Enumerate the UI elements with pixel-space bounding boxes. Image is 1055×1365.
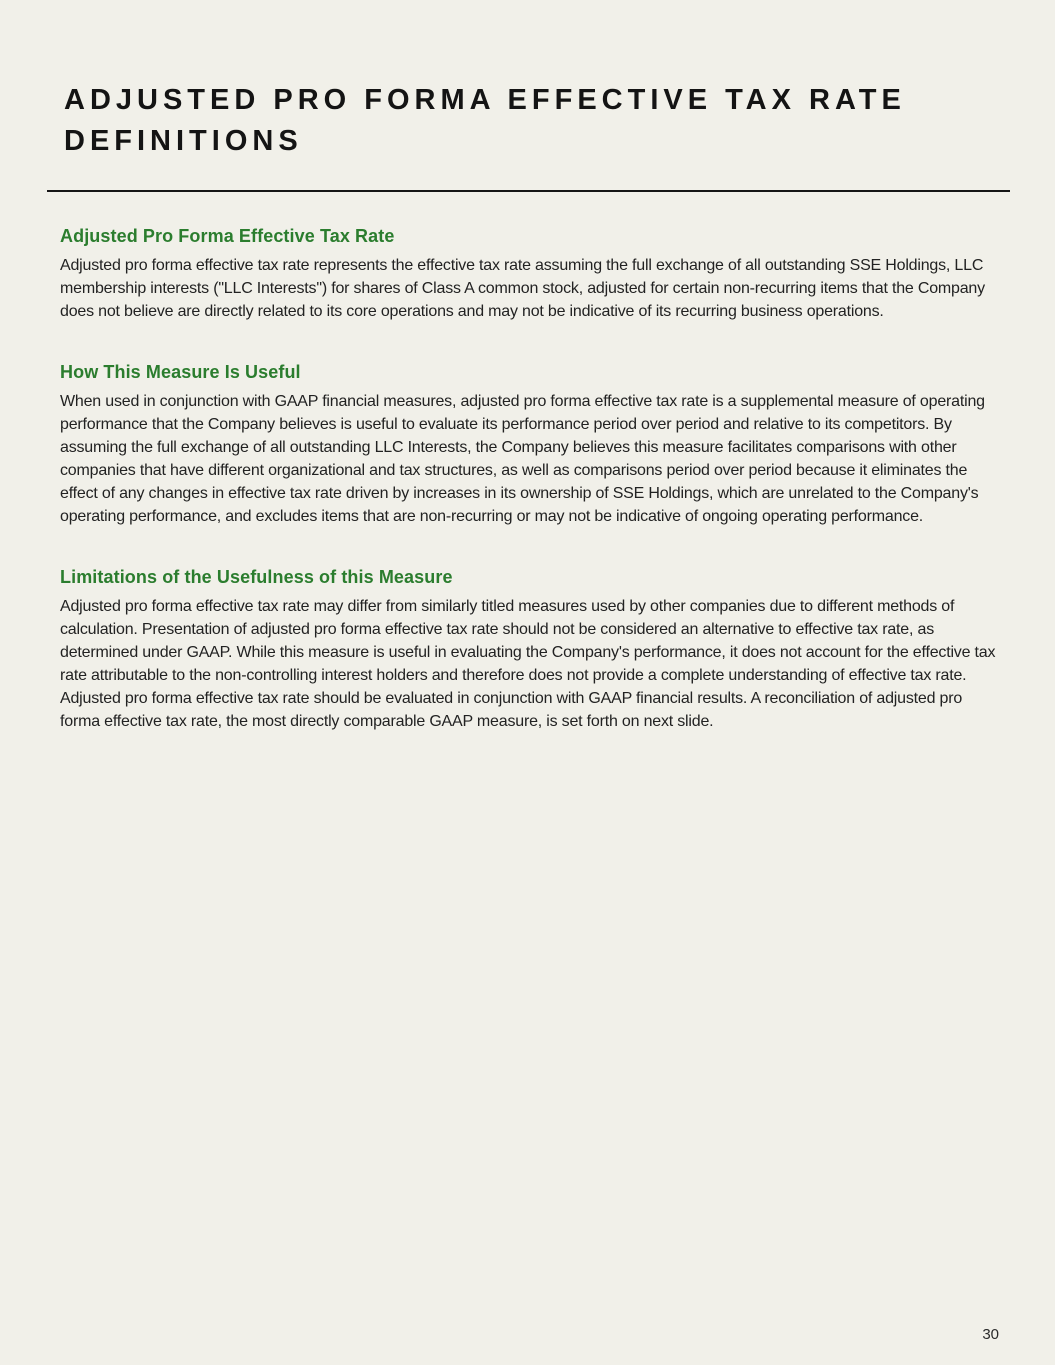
section-heading: Adjusted Pro Forma Effective Tax Rate: [60, 226, 395, 246]
section-body: Adjusted pro forma effective tax rate represents the effective tax rate assuming the full exchange of all outstanding SSE Holdings, LLC membership interests ("LLC Interests") for shares of Class A common stock, adjusted for certain non-recurring items that the Company does not believe are directly related to its core operations and may not be indicative of its recurring business operations.: [60, 257, 985, 320]
content-area: [60, 225, 1000, 733]
page-title-line-1: ADJUSTED PRO FORMA EFFECTIVE TAX RATE: [64, 84, 906, 116]
section-heading: How This Measure Is Useful: [60, 362, 301, 382]
page-number: 30: [982, 1326, 999, 1343]
section-limitations-of-usefulness: [60, 566, 1000, 733]
section-adjusted-pro-forma-effective-tax-rate: [60, 225, 1000, 323]
title-divider: [47, 190, 1010, 192]
section-body: Adjusted pro forma effective tax rate may differ from similarly titled measures used by other companies due to different methods of calculation. Presentation of adjusted pro forma effective tax rate should not be considered an alternative to effective tax rate, as determined under GAAP. While this measure is useful in evaluating the Company's performance, it does not account for the effective tax rate attributable to the non-controlling interest holders and therefore does not provide a complete understanding of effective tax rate. Adjusted pro forma effective tax rate should be evaluated in conjunction with GAAP financial results. A reconciliation of adjusted pro forma effective tax rate, the most directly comparable GAAP measure, is set forth on next slide.: [60, 598, 996, 730]
page-title-line-2: DEFINITIONS: [64, 125, 303, 157]
page-title: [0, 0, 1034, 162]
section-heading: Limitations of the Usefulness of this Measure: [60, 567, 453, 587]
section-body: When used in conjunction with GAAP financial measures, adjusted pro forma effective tax rate is a supplemental measure of operating performance that the Company believes is useful to evaluate its performance period over period and relative to its competitors. By assuming the full exchange of all outstanding LLC Interests, the Company believes this measure facilitates comparisons with other companies that have different organizational and tax structures, as well as comparisons period over period because it eliminates the effect of any changes in effective tax rate driven by increases in its ownership of SSE Holdings, which are unrelated to the Company's operating performance, and excludes items that are non-recurring or may not be indicative of ongoing operating performance.: [60, 393, 985, 525]
section-how-this-measure-is-useful: [60, 361, 1000, 528]
